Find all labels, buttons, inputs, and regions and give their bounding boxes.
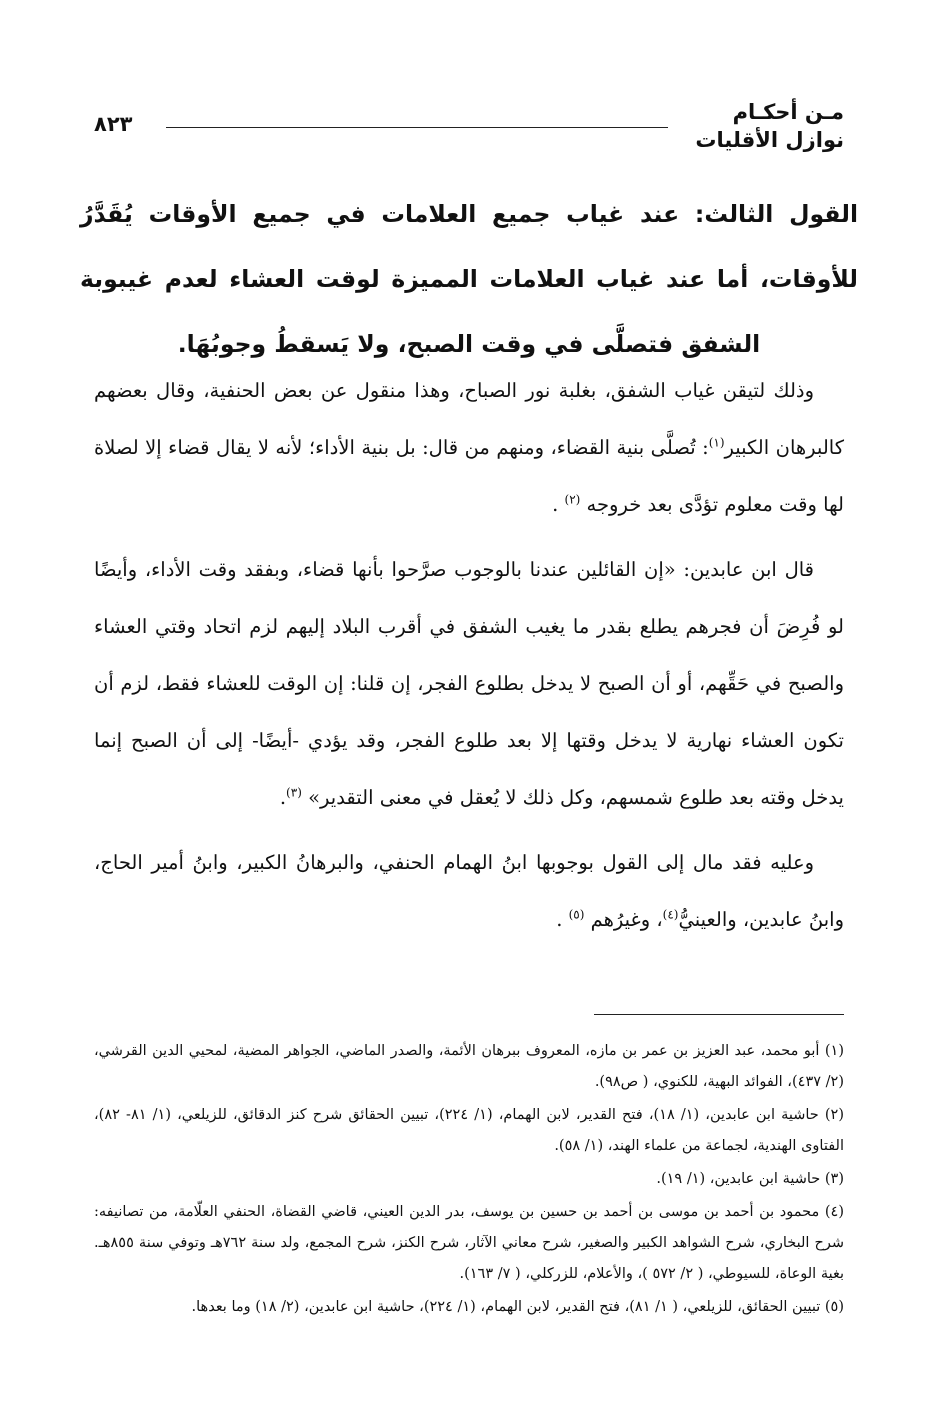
paragraph-2-end: . [279,786,287,809]
paragraph-3-text: وعليه فقد مال إلى القول بوجوبها ابنُ الهمام الحنفي، والبرهانُ الكبير، وابنُ أمير الحاج، وابنُ عابدين، والعينيُّ [94,851,844,931]
paragraph-3-end: . [556,908,569,931]
footnote-ref-5: (٥) [568,907,585,922]
footnote-ref-3: (٣) [286,785,302,800]
footnote-ref-4: (٤) [662,907,679,922]
paragraph-1-text: وذلك لتيقن غياب الشفق، بغلبة نور الصباح، وهذا منقول عن بعض الحنفية، وقال بعضهم كالبرهان الكبير [94,379,844,459]
paragraph-1-continued: : تُصلَّى بنية القضاء، ومنهم من قال: بل بنية الأداء؛ لأنه لا يقال قضاء إلا لصلاة لها وقت معلوم تؤدَّى بعد خروجه [94,436,844,516]
book-title [695,98,844,154]
paragraph-2-text: قال ابن عابدين: «إن القائلين عندنا بالوجوب صرَّحوا بأنها قضاء، وبفقد وقت الأداء، وأيضًا لو فُرِضَ أن فجرهم يطلع بقدر ما يغيب الشفق في أقرب البلاد إليهم لزم اتحاد وقتي العشاء والصبح في حَقِّهم، أو أن الصبح لا يدخل بطلوع الفجر، إن قلنا: إن الوقت للعشاء فقط، لزم أن تكون العشاء نهارية لا يدخل وقتها إلا بعد طلوع الفجر، وقد يؤدي -أيضًا- إلى أن الصبح إنما يدخل وقته بعد طلوع شمسهم، وكل ذلك لا يُعقل في معنى التقدير» [94,558,844,809]
paragraph-1 [94,362,844,533]
footnote-4: (٤) محمود بن أحمد بن موسى بن أحمد بن حسين بن يوسف، بدر الدين العيني، قاضي القضاة، الحنفي العلّامة، من تصانيفه: شرح البخاري، شرح الشواهد الكبير والصغير، شرح معاني الآثار، شرح الكنز، شرح المجمع، ولد سنة ٧٦٢هـ وتوفي سنة ٨٥٥هـ. بغية الوعاة، للسيوطي، ( ٢/ ٥٧٢ )، والأعلام، للزركلي، ( ٧/ ١٦٣). [94,1204,844,1282]
main-text [94,362,844,956]
page-number: ٨٢٣ [94,112,133,136]
footnote-ref-2: (٢) [564,492,581,507]
book-title-line2: نوازل الأقليات [695,128,844,152]
opinion-statement: القول الثالث: عند غياب جميع العلامات في جميع الأوقات يُقَدَّرُ للأوقات، أما عند غياب العلامات المميزة لوقت العشاء لعدم غيبوبة الشفق فتصلَّى في وقت الصبح، ولا يَسقطُ وجوبُهَا. [80,200,858,358]
paragraph-3-continued: ، وغيرُهم [590,908,663,931]
footnote-3: (٣) حاشية ابن عابدين، (١/ ١٩). [656,1171,844,1187]
header-divider [166,127,668,128]
footnote-divider [594,1014,844,1015]
footnote-ref-1: (١) [708,435,725,450]
paragraph-3 [94,834,844,948]
footnote-2: (٢) حاشية ابن عابدين، (١/ ١٨)، فتح القدير، لابن الهمام، (١/ ٢٢٤)، تبيين الحقائق شرح كنز الدقائق، للزيلعي، (١/ ٨١- ٨٢)، الفتاوى الهندية، لجماعة من علماء الهند، (١/ ٥٨). [94,1107,845,1154]
footnotes [94,1036,844,1325]
book-title-line1: مـن أحكـام [732,100,844,124]
footnote-5: (٥) تبيين الحقائق، للزيلعي، ( ١/ ٨١)، فتح القدير، لابن الهمام، (١/ ٢٢٤)، حاشية ابن عابدين، (٢/ ١٨) وما بعدها. [191,1299,844,1315]
footnote-1: (١) أبو محمد، عبد العزيز بن عمر بن مازه، المعروف ببرهان الأئمة، والصدر الماضي، الجواهر المضية، لمحيي الدين القرشي، (٢/ ٤٣٧)، الفوائد البهية، للكنوي، ( ص٩٨). [94,1043,844,1090]
running-header [94,98,844,158]
paragraph-2 [94,541,844,826]
paragraph-1-end: . [552,493,565,516]
